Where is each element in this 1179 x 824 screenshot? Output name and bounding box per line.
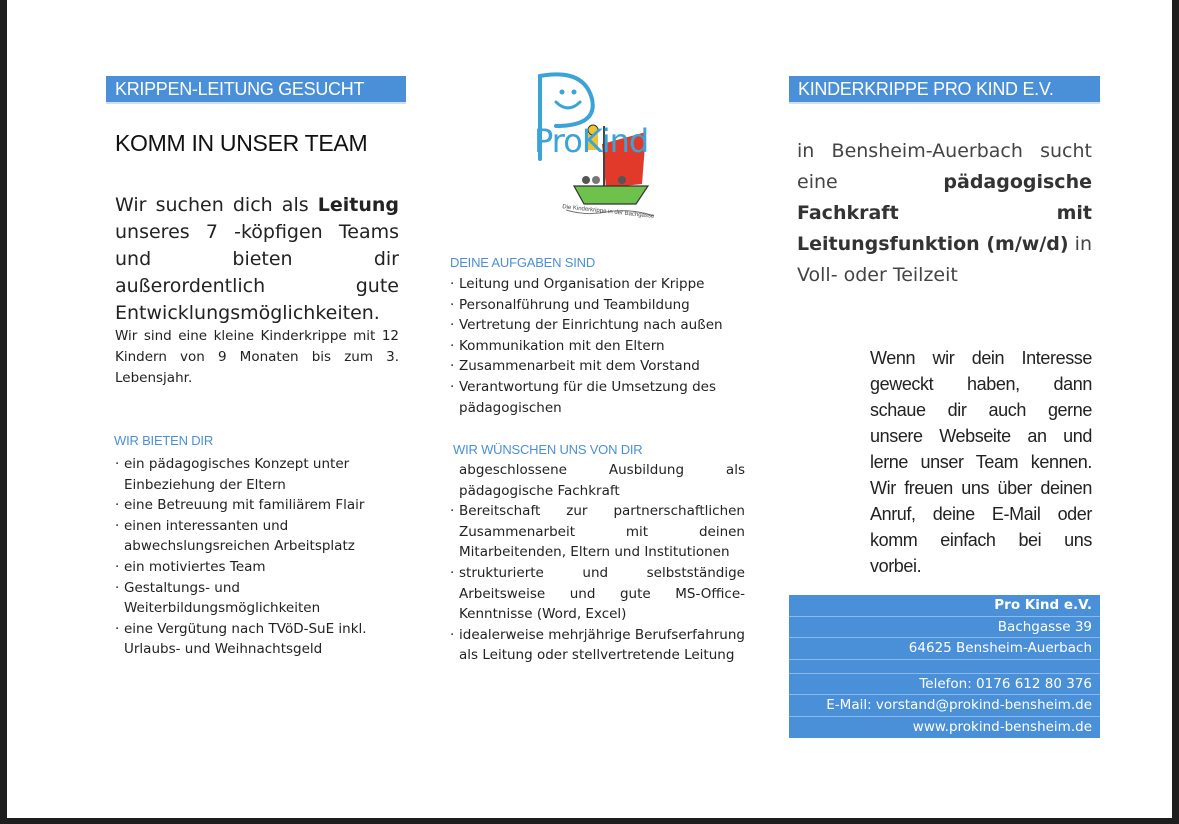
list-item: · idealerweise mehrjährige Berufserfahrung als Leitung oder stellvertretende Leitung <box>450 625 745 666</box>
list-item: · ein pädagogisches Konzept unter Einbeziehung der Eltern <box>115 454 385 495</box>
list-item: · Zusammenarbeit mit dem Vorstand <box>450 356 730 377</box>
wishes-list <box>450 460 745 666</box>
list-item: · Gestaltungs- und Weiterbildungsmöglichkeiten <box>115 578 385 619</box>
list-item: · Personalführung und Teambildung <box>450 295 730 316</box>
offer-heading: WIR BIETEN DIR <box>114 433 214 448</box>
right-banner: KINDERKRIPPE PRO KIND E.V. <box>789 76 1100 104</box>
contact-box <box>789 595 1100 738</box>
right-intro: in Bensheim-Auerbach sucht eine pädagogische Fachkraft mit Leitungsfunktion (m/w/d) in Voll- oder Teilzeit <box>797 140 1092 286</box>
contact-spacer <box>789 660 1100 674</box>
list-item: · Kommunikation mit den Eltern <box>450 336 730 357</box>
left-banner: KRIPPEN-LEITUNG GESUCHT <box>106 76 406 104</box>
contact-email: E-Mail: vorstand@prokind-bensheim.de <box>789 695 1100 717</box>
contact-street: Bachgasse 39 <box>789 617 1100 639</box>
contact-city: 64625 Bensheim-Auerbach <box>789 638 1100 660</box>
contact-phone: Telefon: 0176 612 80 376 <box>789 674 1100 696</box>
wishes-heading: WIR WÜNSCHEN UNS VON DIR <box>453 442 643 457</box>
list-item: · Vertretung der Einrichtung nach außen <box>450 315 730 336</box>
list-item: · strukturierte und selbstständige Arbeitsweise und gute MS-Office-Kenntnisse (Word, Excel) <box>450 563 745 625</box>
contact-invitation: Wenn wir dein Interesse geweckt haben, dann schaue dir auch gerne unsere Webseite an und lerne unser Team kennen. Wir freuen uns über deinen Anruf, deine E-Mail oder komm einfach bei uns vorbei. <box>870 348 1092 576</box>
left-about: Wir sind eine kleine Kinderkrippe mit 12 Kindern von 9 Monaten bis zum 3. Lebensjahr. <box>115 328 399 386</box>
flyer-page <box>7 0 1172 818</box>
logo-tagline: Die Kinderkrippe in der Bachgasse <box>561 204 655 220</box>
left-heading: KOMM IN UNSER TEAM <box>115 130 368 156</box>
prokind-logo <box>526 64 666 224</box>
list-item: · Bereitschaft zur partnerschaftlichen Zusammenarbeit mit deinen Mitarbeitenden, Eltern und Institutionen <box>450 501 745 563</box>
list-item: · einen interessanten und abwechslungsreichen Arbeitsplatz <box>115 516 385 557</box>
list-item: · Verantwortung für die Umsetzung des pädagogischen <box>450 377 730 418</box>
left-intro: Wir suchen dich als Leitung unseres 7 -köpfigen Teams und bieten dir außerordentlich gute Entwicklungsmöglichkeiten. <box>115 194 399 324</box>
logo-wordmark: ProKind <box>534 122 649 160</box>
contact-name: Pro Kind e.V. <box>789 595 1100 617</box>
contact-web: www.prokind-bensheim.de <box>912 718 1092 735</box>
list-item: · eine Betreuung mit familiärem Flair <box>115 495 385 516</box>
list-item: abgeschlossene Ausbildung als pädagogische Fachkraft <box>459 462 745 499</box>
list-item: · ein motiviertes Team <box>115 557 385 578</box>
offer-list <box>115 454 385 660</box>
list-item: · Leitung und Organisation der Krippe <box>450 274 730 295</box>
tasks-list <box>450 274 730 418</box>
list-item: · eine Vergütung nach TVöD-SuE inkl. Urlaubs- und Weihnachtsgeld <box>115 619 385 660</box>
tasks-heading: DEINE AUFGABEN SIND <box>450 255 596 270</box>
